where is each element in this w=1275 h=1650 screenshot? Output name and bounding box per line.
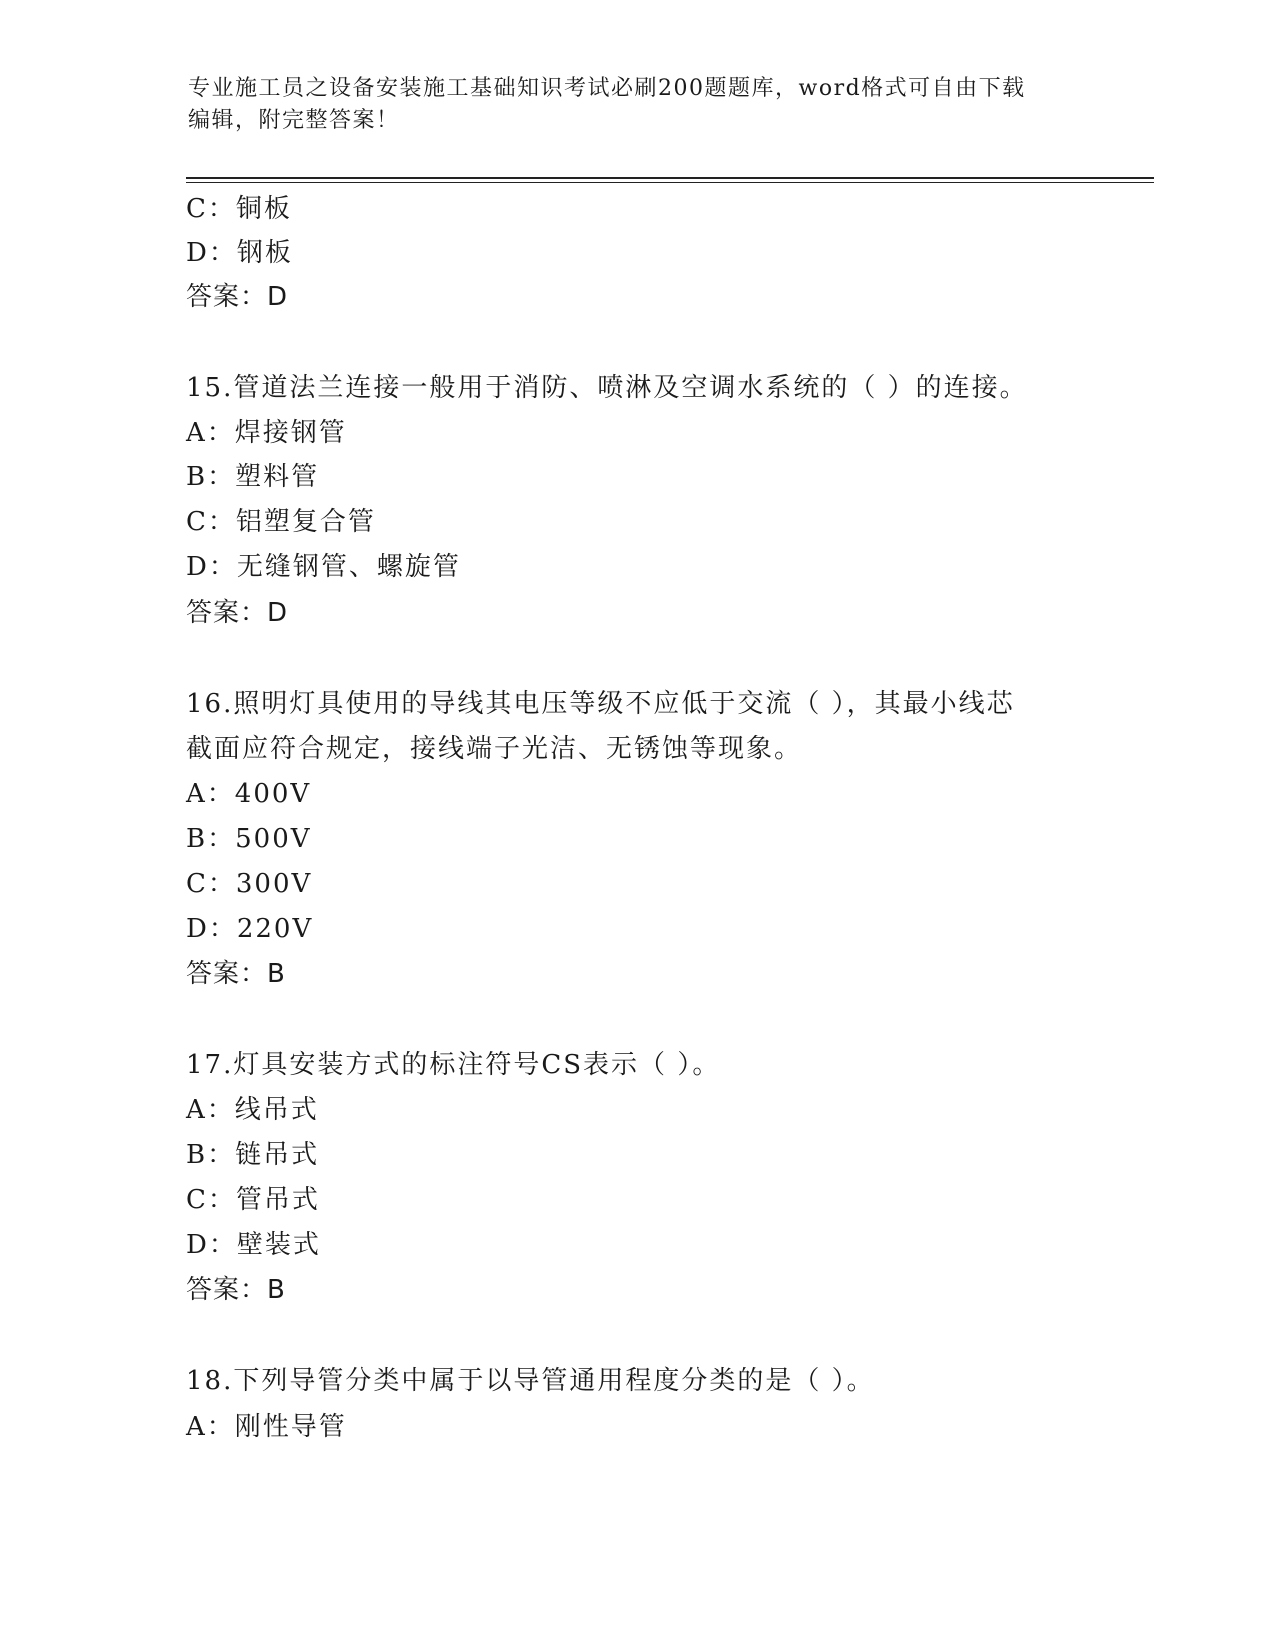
q15-option-d: D：无缝钢管、螺旋管 <box>186 552 461 582</box>
header-divider-thick <box>186 177 1154 179</box>
q14-answer: 答案：D <box>186 282 289 312</box>
q15-option-b: B：塑料管 <box>186 462 320 492</box>
q17-option-c: C：管吊式 <box>186 1185 320 1215</box>
q16-option-c: C：300V <box>186 869 313 899</box>
header-title-line-2: 编辑，附完整答案！ <box>188 108 400 133</box>
q17-option-a: A：线吊式 <box>186 1095 319 1125</box>
q15-question: 15.管道法兰连接一般用于消防、喷淋及空调水系统的（ ）的连接。 <box>186 373 1028 403</box>
q15-option-a: A：焊接钢管 <box>186 418 347 448</box>
q18-option-a: A：刚性导管 <box>186 1412 347 1442</box>
q16-question-line-1: 16.照明灯具使用的导线其电压等级不应低于交流（ ），其最小线芯 <box>186 689 1015 719</box>
q14-option-c: C：铜板 <box>186 194 292 224</box>
q14-option-d: D：钢板 <box>186 238 293 268</box>
q16-answer: 答案：B <box>186 959 286 989</box>
q17-option-d: D：壁装式 <box>186 1230 321 1260</box>
q16-option-a: A：400V <box>186 779 312 809</box>
q17-answer: 答案：B <box>186 1275 286 1305</box>
q17-option-b: B：链吊式 <box>186 1140 320 1170</box>
q16-question-line-2: 截面应符合规定，接线端子光洁、无锈蚀等现象。 <box>186 734 803 764</box>
document-header <box>188 73 1068 137</box>
header-title-line-1: 专业施工员之设备安装施工基础知识考试必刷200题题库，word格式可自由下载 <box>188 76 1026 101</box>
q16-option-b: B：500V <box>186 824 312 854</box>
q15-option-c: C：铝塑复合管 <box>186 507 376 537</box>
q17-question: 17.灯具安装方式的标注符号CS表示（ ）。 <box>186 1050 721 1080</box>
q18-question: 18.下列导管分类中属于以导管通用程度分类的是（ ）。 <box>186 1366 875 1396</box>
header-divider-thin <box>186 182 1154 183</box>
q16-option-d: D：220V <box>186 914 314 944</box>
q15-answer: 答案：D <box>186 598 289 628</box>
